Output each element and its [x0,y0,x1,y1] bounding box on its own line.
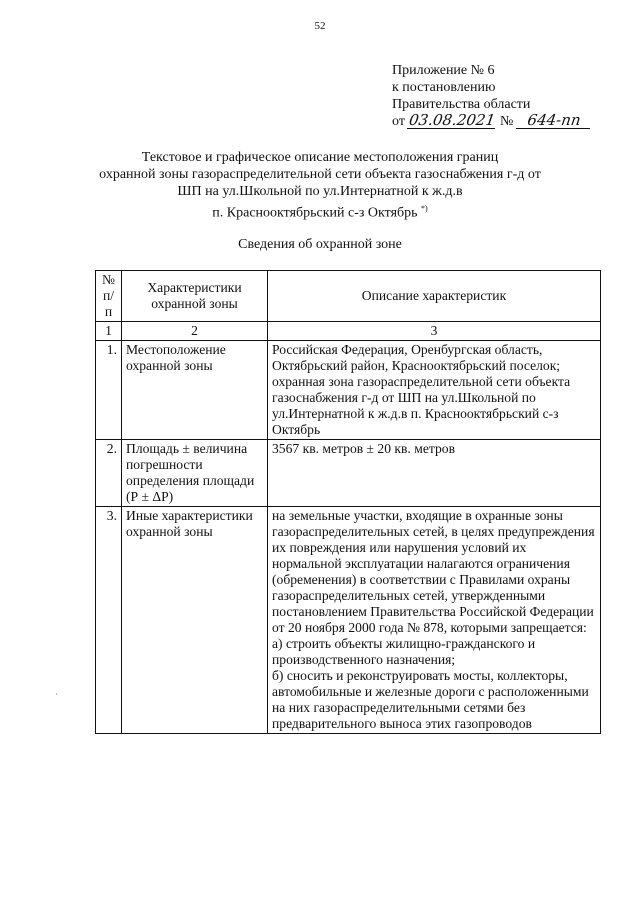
handwritten-number: 644-пп [516,113,592,129]
title-line-1: Текстовое и графическое описание местоположения границ [141,150,499,165]
appendix-date-line [392,113,622,130]
scan-mark: · [55,689,58,699]
title-line-4: п. Краснооктябрьский с-з Октябрь [212,205,418,221]
handwritten-date: 03.08.2021 [408,111,497,129]
appendix-line-1: Приложение № 6 [392,63,495,78]
zone-info-table [95,270,601,734]
title-line-4-wrap [90,200,550,222]
footnote-mark: *) [421,204,428,213]
row-characteristic: Площадь ± величина погрешности определения площади (Р ± ΔР) [122,440,268,507]
header-description: Описание характеристик [268,271,601,322]
description-paragraph: а) строить объекты жилищно-гражданского и производственного назначения; [272,636,536,667]
index-3: 3 [268,322,601,341]
index-1: 1 [96,322,122,341]
header-number: № п/п [96,271,122,322]
from-label: от [392,114,405,129]
table-header-row [96,271,601,322]
appendix-block [392,62,622,130]
appendix-line-3: Правительства области [392,97,531,112]
table-row [96,341,601,440]
page-number: 52 [314,20,326,32]
document-title [90,149,550,222]
header-characteristic: Характеристики охранной зоны [122,271,268,322]
table-row [96,507,601,734]
row-characteristic: Местоположение охранной зоны [122,341,268,440]
description-paragraph: на земельные участки, входящие в охранные зоны газораспределительных сетей, в целях предупреждения их повреждения или нарушения условий их нормальной эксплуатации налагаются ограничения (обременения) в соответствии с Правилами охраны газораспределительных сетей, утвержденными постановлением Правительства Российской Федерации [272,508,595,619]
number-label: № [499,114,514,129]
title-line-2: охранной зоны газораспределительной сети объекта газоснабжения г-д от [99,167,541,182]
table-index-row [96,322,601,341]
row-characteristic: Иные характеристики охранной зоны [122,507,268,734]
index-2: 2 [122,322,268,341]
description-paragraph: б) сносить и реконструировать мосты, коллекторы, автомобильные и железные дороги с расположенными на них газораспределительными сетями без предварительного выноса этих газопроводов [272,668,589,731]
table-row [96,440,601,507]
row-description: 3567 кв. метров ± 20 кв. метров [268,440,601,507]
section-subtitle: Сведения об охранной зоне [238,237,402,252]
appendix-line-2: к постановлению [392,80,496,95]
row-number: 3. [96,507,122,734]
title-line-3: ШП на ул.Школьной по ул.Интернатной к ж.д.в [177,184,463,199]
description-paragraph: от 20 ноября 2000 года № 878, которыми запрещается: [272,620,587,635]
row-description [268,507,601,734]
row-number: 1. [96,341,122,440]
row-number: 2. [96,440,122,507]
row-description: Российская Федерация, Оренбургская область, Октябрьский район, Краснооктябрьский поселок; охранная зона газораспределительной сети объекта газоснабжения г-д от ШП на ул.Школьной по ул.Интернатной к ж.д.в п. Краснооктябрьский с-з Октябрь [268,341,601,440]
